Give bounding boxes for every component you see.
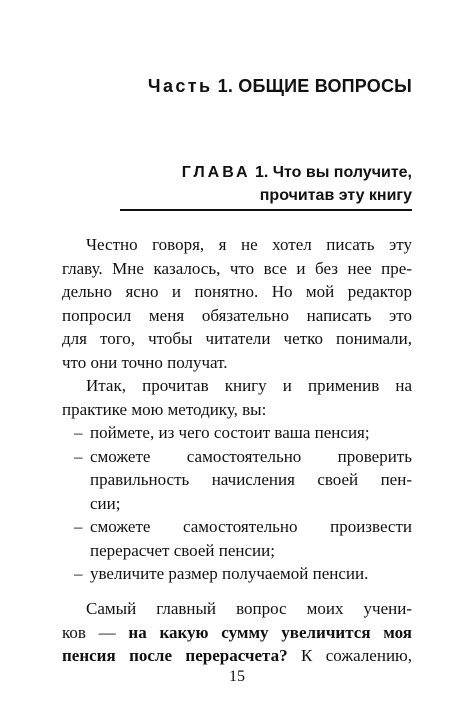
dash-marker: – bbox=[74, 564, 83, 583]
list-item: – увеличите размер получаемой пенсии. bbox=[62, 562, 412, 586]
text-line: главу. Мне казалось, что все и без нее пре- bbox=[62, 258, 412, 278]
bold-question: на какую сумму увеличится моя bbox=[128, 622, 412, 642]
text-line: попросил меня обязательно написать это bbox=[62, 305, 412, 325]
text-line: Итак, прочитав книгу и применив на bbox=[86, 376, 412, 395]
part-title-rest: 1. ОБЩИЕ ВОПРОСЫ bbox=[212, 76, 412, 96]
list-item-continuation: перерасчет своей пенсии; bbox=[90, 540, 275, 560]
page-number: 15 bbox=[229, 668, 245, 685]
part-title bbox=[148, 76, 412, 97]
text-line: что они точно получат. bbox=[62, 352, 228, 372]
dash-marker: – bbox=[74, 423, 83, 442]
chapter-heading-line-1 bbox=[120, 161, 412, 184]
text-line: практике мою методику, вы: bbox=[62, 399, 267, 419]
list-item-continuation: сии; bbox=[90, 493, 121, 513]
list-item: – сможете самостоятельно произвести bbox=[62, 515, 412, 539]
text-line: дельно ясно и понятно. Но мой редактор bbox=[62, 282, 412, 301]
dash-marker: – bbox=[74, 517, 83, 536]
part-word: Часть bbox=[147, 76, 213, 96]
bullet-list bbox=[62, 421, 412, 586]
chapter-number: 1. bbox=[250, 164, 269, 181]
chapter-word: ГЛАВА bbox=[181, 164, 251, 181]
bold-question: пенсия после перерасчета? bbox=[62, 646, 288, 665]
text-line: ков — на какую сумму увеличится моя bbox=[62, 622, 412, 642]
list-item-continuation: правильность начисления своей пен- bbox=[90, 470, 412, 489]
text-line: Самый главный вопрос моих учени- bbox=[86, 599, 412, 618]
paragraph-1 bbox=[62, 233, 412, 374]
chapter-heading bbox=[120, 161, 412, 211]
list-item: – сможете самостоятельно проверить bbox=[62, 445, 412, 469]
text-line: для того, чтобы читатели четко понимали, bbox=[62, 329, 412, 348]
text-line: пенсия после перерасчета? К сожалению, bbox=[62, 646, 412, 665]
dash-marker: – bbox=[74, 446, 83, 466]
paragraph-3 bbox=[62, 597, 412, 668]
chapter-title-part-1: Что вы получите, bbox=[268, 164, 412, 181]
list-item: – поймете, из чего состоит ваша пенсия; bbox=[62, 421, 412, 445]
chapter-heading-line-2: прочитав эту книгу bbox=[259, 187, 412, 204]
paragraph-2 bbox=[62, 374, 412, 421]
text-line: Честно говоря, я не хотел писать эту bbox=[86, 235, 412, 254]
